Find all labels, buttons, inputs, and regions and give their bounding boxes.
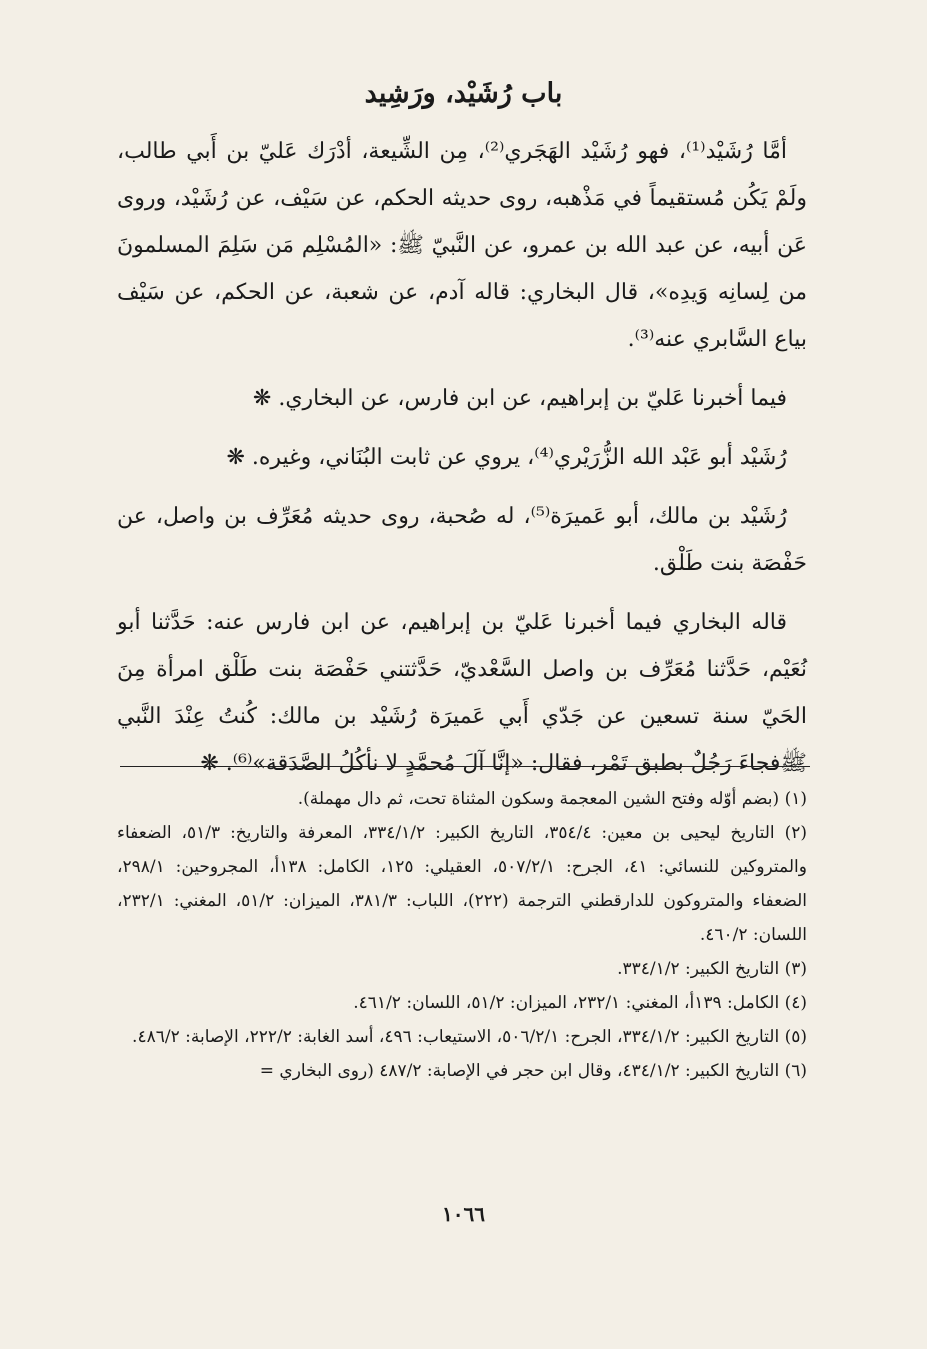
footnote-5: (٥) التاريخ الكبير: ٣٣٤/١/٢، الجرح: ٥٠٦/٢/١، الاستيعاب: ٤٩٦، أسد الغابة: ٢٢٢/٢، الإصابة: ٤٨٦/٢.	[132, 1027, 807, 1047]
paragraph-rushayd: أمَّا رُشَيْد⁽¹⁾، فهو رُشَيْد الهَجَري⁽²⁾، مِن الشِّيعة، أدْرَك عَليّ بن أَبي طالب، ولَمْ يَكُن مُستقيماً في مَذْهبه، روى حديثه الحكم، عن سَيْف، عن رُشَيْد، وروى عَن أبيه، عن عبد الله بن عمرو، عن النَّبيّ ﷺ: «المُسْلِم مَن سَلِمَ المسلمونَ من لِسانِه وَيدِه»، قال البخاري: قاله آدم، عن شعبة، عن الحكم، عن سَيْف بياع السَّابري عنه⁽³⁾.	[117, 139, 807, 352]
footnote-3: (٣) التاريخ الكبير: ٣٣٤/١/٢.	[617, 959, 807, 979]
main-text	[117, 128, 807, 787]
footnote-4: (٤) الكامل: ١٣٩أ، المغني: ٢٣٢/١، الميزان: ٥١/٢، اللسان: ٤٦١/٢.	[353, 993, 807, 1013]
page-number: ١٠٦٦	[442, 1202, 485, 1226]
footnote-6: (٦) التاريخ الكبير: ٤٣٤/١/٢، وقال ابن حجر في الإصابة: ٤٨٧/٢ (روى البخاري =	[259, 1061, 807, 1081]
paragraph-chain: فيما أخبرنا عَليّ بن إبراهيم، عن ابن فارس، عن البخاري. ❋	[252, 386, 787, 411]
footnote-divider	[120, 766, 810, 767]
chapter-title: باب رُشَيْد، ورَشِيد	[364, 78, 563, 109]
footnotes	[117, 782, 807, 1088]
footnote-2: (٢) التاريخ ليحيى بن معين: ٣٥٤/٤، التاريخ الكبير: ٣٣٤/١/٢، المعرفة والتاريخ: ٥١/٣، الضعفاء والمتروكين للنسائي: ٤١، الجرح: ٥٠٧/٢/١، العقيلي: ١٢٥، الكامل: ١٣٨أ، المجروحين: ٢٩٨/١، الضعفاء والمتروكون للدارقطني الترجمة (٢٢٢)، اللباب: ٣٨١/٣، الميزان: ٥١/٢، المغني: ٢٣٢/١، اللسان: ٤٦٠/٢.	[117, 823, 807, 945]
paragraph-hadith: قاله البخاري فيما أخبرنا عَليّ بن إبراهيم، عن ابن فارس عنه: حَدَّثنا أبو نُعَيْم، حَدَّثنا مُعَرِّف بن واصل السَّعْديّ، حَدَّثتني حَفْصَة بنت طَلْق امرأة مِنَ الحَيّ سنة تسعين عن جَدّي أَبي عَميرَة رُشَيْد بن مالك: كُنتُ عِنْدَ النَّبي ﷺفجاءَ رَجُلٌ بطبق تَمْر، فقال: «إنَّا آلَ مُحمَّدٍ لا نأكُلُ الصَّدَقة»⁽⁶⁾. ❋	[117, 610, 807, 776]
paragraph-zurayri: رُشَيْد أبو عَبْد الله الزُّرَيْري⁽⁴⁾، يروي عن ثابت البُنَاني، وغيره. ❋	[226, 445, 787, 470]
paragraph-ibn-malik: رُشَيْد بن مالك، أبو عَميرَة⁽⁵⁾، له صُحبة، روى حديثه مُعَرِّف بن واصل، عن حَفْصَة بنت طَلْق.	[117, 504, 807, 576]
footnote-1: (١) (بضم أوّله وفتح الشين المعجمة وسكون المثناة تحت، ثم دال مهملة).	[297, 789, 807, 809]
